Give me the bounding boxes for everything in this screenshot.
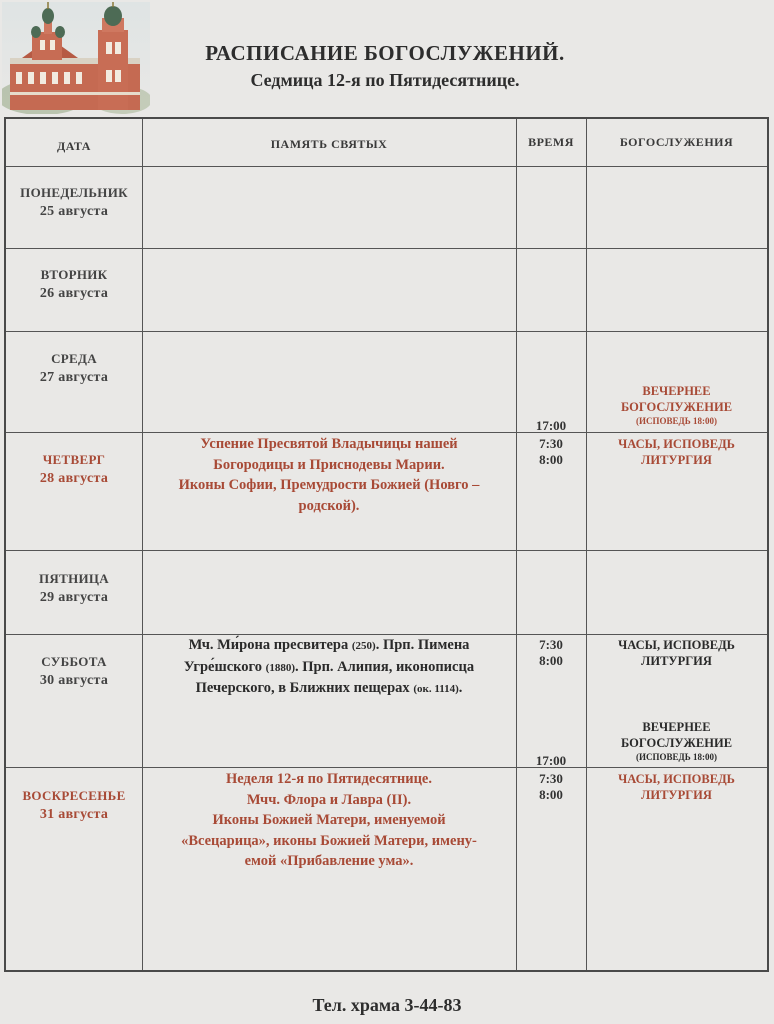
column-header-time: ВРЕМЯ	[528, 135, 574, 149]
table-row-saturday-day: СУББОТА 30 августа	[39, 654, 109, 688]
sunday-saints: Неделя 12-я по Пятидесятнице. Мчч. Флора и Лавра (II). Иконы Божией Матери, именуемой «Всецарица», иконы Божией Матери, имену- емой «Прибавление ума».	[181, 771, 477, 869]
saturday-services: ЧАСЫ, ИСПОВЕДЬ ЛИТУРГИЯ	[618, 638, 735, 668]
table-row-wednesday-day: СРЕДА 27 августа	[39, 351, 109, 385]
column-header-services: БОГОСЛУЖЕНИЯ	[619, 135, 734, 149]
table-row-friday-day: ПЯТНИЦА 29 августа	[39, 571, 109, 605]
table-row-tuesday-day: ВТОРНИК 26 августа	[39, 267, 109, 301]
thursday-services: ЧАСЫ, ИСПОВЕДЬ ЛИТУРГИЯ	[618, 437, 735, 467]
thursday-saints: Успение Пресвятой Владычицы нашей Богородицы и Приснодевы Марии. Иконы Софии, Премудрости Божией (Новго – родской).	[178, 436, 480, 514]
wednesday-time: 17:00	[535, 418, 567, 433]
page-title: РАСПИСАНИЕ БОГОСЛУЖЕНИЙ.	[205, 41, 565, 65]
table-row-monday-day: ПОНЕДЕЛЬНИК 25 августа	[20, 185, 128, 219]
table-row-sunday-day: ВОСКРЕСЕНЬЕ 31 августа	[22, 788, 126, 822]
footer-phone: Тел. храма 3-44-83	[312, 995, 462, 1015]
schedule-table	[4, 117, 769, 972]
saturday-evening-time: 17:00	[535, 753, 567, 768]
header	[150, 40, 620, 92]
saturday-evening-service: ВЕЧЕРНЕЕ БОГОСЛУЖЕНИЕ (ИСПОВЕДЬ 18:00)	[620, 720, 733, 762]
page-subtitle: Седмица 12-я по Пятидесятнице.	[250, 70, 520, 90]
sunday-services: ЧАСЫ, ИСПОВЕДЬ ЛИТУРГИЯ	[618, 772, 735, 802]
table-row-thursday-day: ЧЕТВЕРГ 28 августа	[39, 452, 109, 486]
wednesday-service: ВЕЧЕРНЕЕ БОГОСЛУЖЕНИЕ (ИСПОВЕДЬ 18:00)	[620, 384, 733, 426]
column-header-saints: ПАМЯТЬ СВЯТЫХ	[270, 137, 388, 151]
saturday-times: 7:30 8:00	[539, 637, 563, 668]
column-header-date: ДАТА	[57, 139, 91, 153]
thursday-times: 7:30 8:00	[539, 436, 563, 467]
church-illustration	[2, 2, 150, 114]
saturday-saints: Мч. Ми́рона пресвитера (250). Прп. Пимена Угре́шского (1880). Прп. Алипия, иконописца Печерского, в Ближних пещерах (ок. 1114).	[183, 637, 475, 696]
sunday-times: 7:30 8:00	[539, 771, 563, 802]
